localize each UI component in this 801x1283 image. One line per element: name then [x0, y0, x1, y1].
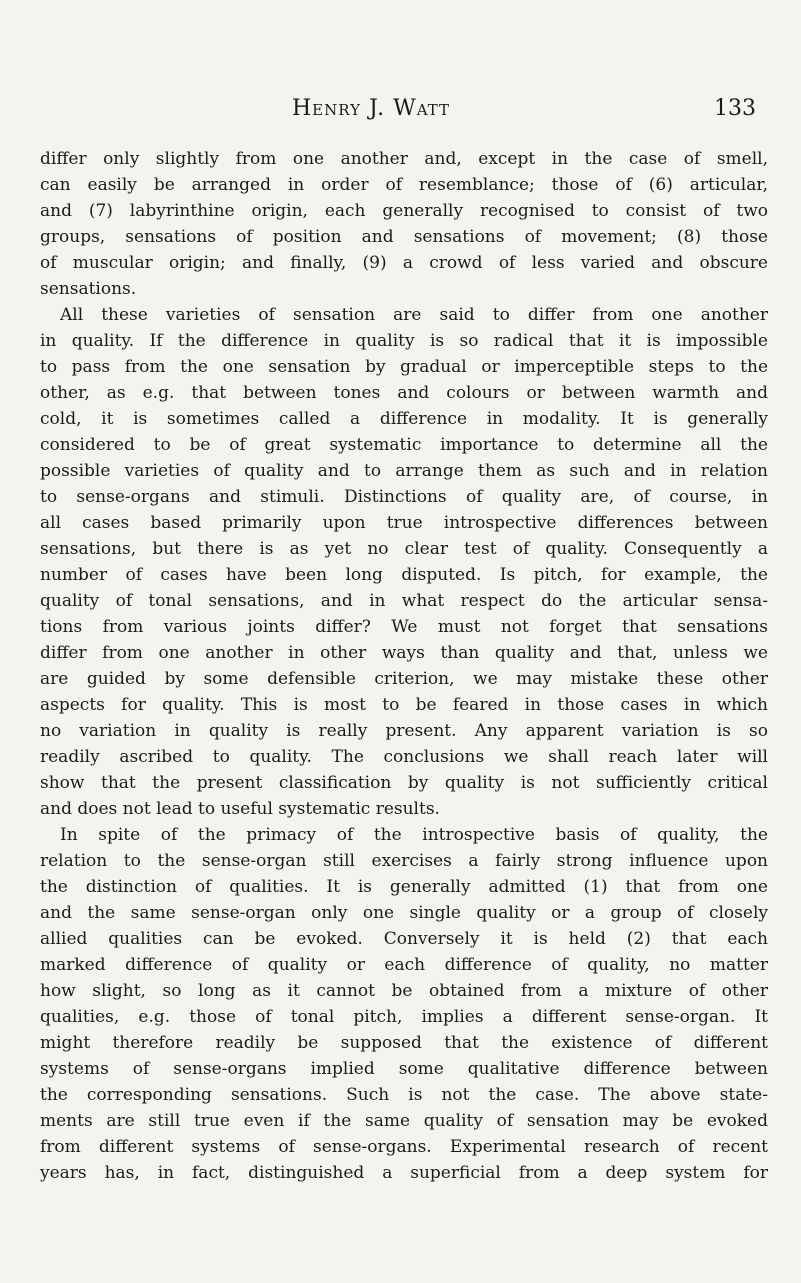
text-line: other, as e.g. that between tones and colours or between warmth and [40, 383, 768, 403]
text-line: quality of tonal sensations, and in what respect do the articular sensa- [40, 591, 768, 611]
text-line: qualities, e.g. those of tonal pitch, implies a different sense-organ. It [40, 1007, 768, 1027]
text-line: to sense-organs and stimuli. Distinctions of quality are, of course, in [40, 487, 768, 507]
text-line: readily ascribed to quality. The conclusions we shall reach later will [40, 747, 768, 767]
text-line: systems of sense-organs implied some qualitative difference between [40, 1059, 768, 1079]
text-line: of muscular origin; and finally, (9) a crowd of less varied and obscure [40, 253, 768, 273]
text-line: in quality. If the difference in quality is so radical that it is impossible [40, 331, 768, 351]
text-line: tions from various joints differ? We must not forget that sensations [40, 617, 768, 637]
text-line: how slight, so long as it cannot be obtained from a mixture of other [40, 981, 768, 1001]
text-line: years has, in fact, distinguished a superficial from a deep system for [40, 1163, 768, 1183]
paragraph-start-line: In spite of the primacy of the introspective basis of quality, the [60, 825, 768, 845]
text-line: and the same sense-organ only one single quality or a group of closely [40, 903, 768, 923]
text-line: considered to be of great systematic importance to determine all the [40, 435, 768, 455]
text-line: sensations, but there is as yet no clear test of quality. Consequently a [40, 539, 768, 559]
text-line: all cases based primarily upon true introspective differences between [40, 513, 768, 533]
text-line: might therefore readily be supposed that the existence of different [40, 1033, 768, 1053]
text-line: groups, sensations of position and sensations of movement; (8) those [40, 227, 768, 247]
text-line: aspects for quality. This is most to be feared in those cases in which [40, 695, 768, 715]
text-line: differ only slightly from one another and, except in the case of smell, [40, 149, 768, 169]
text-line: ments are still true even if the same quality of sensation may be evoked [40, 1111, 768, 1131]
text-line: the corresponding sensations. Such is not the case. The above state- [40, 1085, 768, 1105]
running-head [0, 96, 801, 136]
page-number: 133 [714, 96, 756, 121]
body-text [40, 146, 768, 1186]
text-line: sensations. [40, 279, 137, 299]
text-line: the distinction of qualities. It is generally admitted (1) that from one [40, 877, 768, 897]
text-line: and (7) labyrinthine origin, each generally recognised to consist of two [40, 201, 768, 221]
text-line: no variation in quality is really present. Any apparent variation is so [40, 721, 768, 741]
text-line: possible varieties of quality and to arrange them as such and in relation [40, 461, 768, 481]
running-head-title: Henry J. Watt [292, 96, 450, 121]
paragraph-start-line: All these varieties of sensation are said to differ from one another [60, 305, 768, 325]
text-line: cold, it is sometimes called a difference in modality. It is generally [40, 409, 768, 429]
text-line: allied qualities can be evoked. Conversely it is held (2) that each [40, 929, 768, 949]
text-line: to pass from the one sensation by gradual or imperceptible steps to the [40, 357, 768, 377]
text-line: relation to the sense-organ still exercises a fairly strong influence upon [40, 851, 768, 871]
text-line: differ from one another in other ways than quality and that, unless we [40, 643, 768, 663]
text-line: and does not lead to useful systematic results. [40, 799, 440, 819]
text-line: number of cases have been long disputed. Is pitch, for example, the [40, 565, 768, 585]
text-line: from different systems of sense-organs. Experimental research of recent [40, 1137, 768, 1157]
text-line: are guided by some defensible criterion, we may mistake these other [40, 669, 768, 689]
text-line: marked difference of quality or each difference of quality, no matter [40, 955, 768, 975]
text-line: can easily be arranged in order of resemblance; those of (6) articular, [40, 175, 768, 195]
text-line: show that the present classification by quality is not sufficiently critical [40, 773, 768, 793]
